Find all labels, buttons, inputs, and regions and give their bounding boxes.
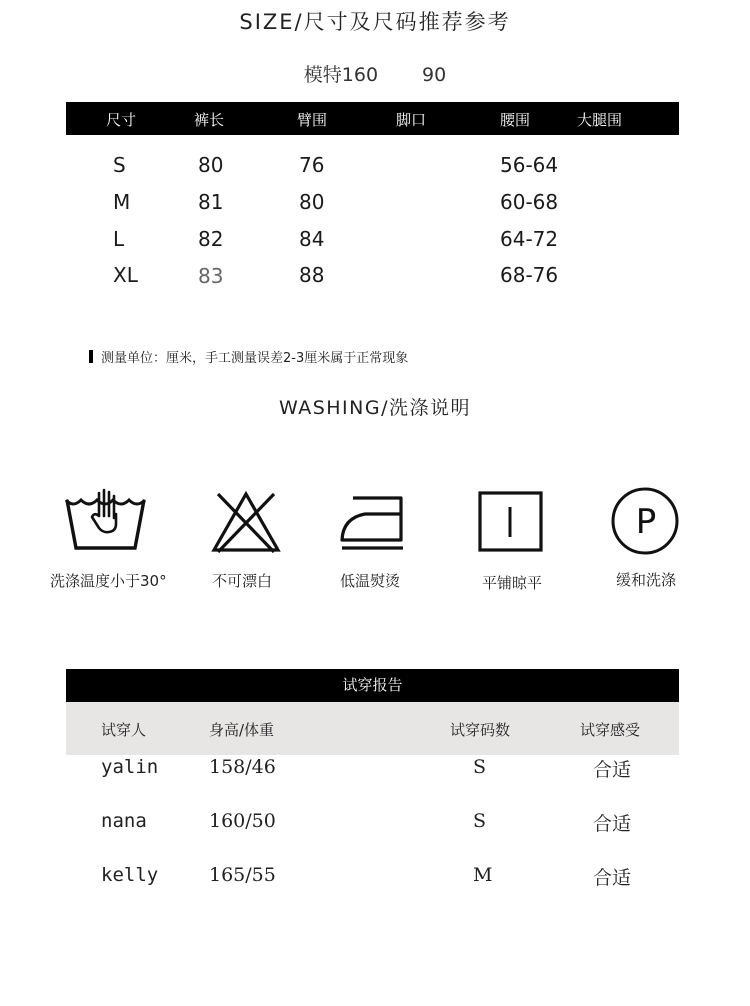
waist-cell: 68-76 <box>500 263 559 287</box>
report-header-feel: 试穿感受 <box>580 721 641 739</box>
report-header-size: 试穿码数 <box>450 721 511 739</box>
size-cell: L <box>113 227 125 251</box>
size-cell: S <box>113 153 126 177</box>
header-size: 尺寸 <box>106 111 137 129</box>
length-cell: 83 <box>198 264 224 288</box>
report-hw-cell: 160/50 <box>209 810 276 832</box>
model-info <box>0 60 750 87</box>
report-size-cell: S <box>473 756 487 778</box>
wash-label-gentle-wash: 缓和洗涤 <box>616 571 677 589</box>
note-text: 测量单位：厘米，手工测量误差2-3厘米属于正常现象 <box>101 351 409 366</box>
low-iron-icon <box>339 494 407 552</box>
arm-cell: 80 <box>299 190 325 214</box>
measurement-note <box>89 347 408 366</box>
model-label: 模特160 <box>303 64 379 86</box>
report-header-person: 试穿人 <box>101 721 147 739</box>
arm-cell: 88 <box>299 263 325 287</box>
flat-dry-icon <box>478 491 544 553</box>
report-title: 试穿报告 <box>66 669 679 702</box>
length-cell: 80 <box>198 153 224 177</box>
report-name-cell: kelly <box>101 864 159 886</box>
report-name-cell: nana <box>101 810 147 832</box>
length-cell: 82 <box>198 227 224 251</box>
header-arm: 臂围 <box>297 111 328 129</box>
size-cell: M <box>113 190 131 214</box>
report-feel-cell: 合适 <box>593 867 632 889</box>
model-value: 90 <box>422 64 447 86</box>
size-section-title: SIZE/尺寸及尺码推荐参考 <box>239 10 511 34</box>
report-feel-cell: 合适 <box>593 813 632 835</box>
arm-cell: 76 <box>299 153 325 177</box>
waist-cell: 64-72 <box>500 227 559 251</box>
report-hw-cell: 165/55 <box>209 864 276 886</box>
report-name-cell: yalin <box>101 756 159 778</box>
dry-clean-p-icon <box>609 486 681 558</box>
header-length: 裤长 <box>194 111 225 129</box>
no-bleach-icon <box>210 490 282 554</box>
report-size-cell: S <box>473 810 487 832</box>
wash-label-no-bleach: 不可漂白 <box>212 572 273 590</box>
note-bar <box>89 350 93 363</box>
waist-cell: 56-64 <box>500 153 559 177</box>
header-hem: 脚口 <box>396 111 427 129</box>
wash-label-flat-dry: 平铺晾平 <box>482 574 543 592</box>
report-header-height-weight: 身高/体重 <box>209 721 275 739</box>
length-cell: 81 <box>198 190 224 214</box>
report-size-cell: M <box>473 864 493 886</box>
header-thigh: 大腿围 <box>577 111 623 129</box>
dry-clean-symbol: P <box>635 502 657 542</box>
hand-wash-icon <box>63 486 149 554</box>
arm-cell: 84 <box>299 227 325 251</box>
wash-label-low-iron: 低温熨烫 <box>340 572 401 590</box>
size-table-header <box>66 102 679 135</box>
report-hw-cell: 158/46 <box>209 756 276 778</box>
waist-cell: 60-68 <box>500 190 559 214</box>
size-cell: XL <box>113 263 138 287</box>
report-header-row <box>66 702 679 755</box>
wash-label-hand-wash: 洗涤温度小于30° <box>50 572 167 590</box>
report-feel-cell: 合适 <box>593 759 632 781</box>
washing-section-title: WASHING/洗涤说明 <box>278 397 472 419</box>
header-waist: 腰围 <box>500 111 531 129</box>
